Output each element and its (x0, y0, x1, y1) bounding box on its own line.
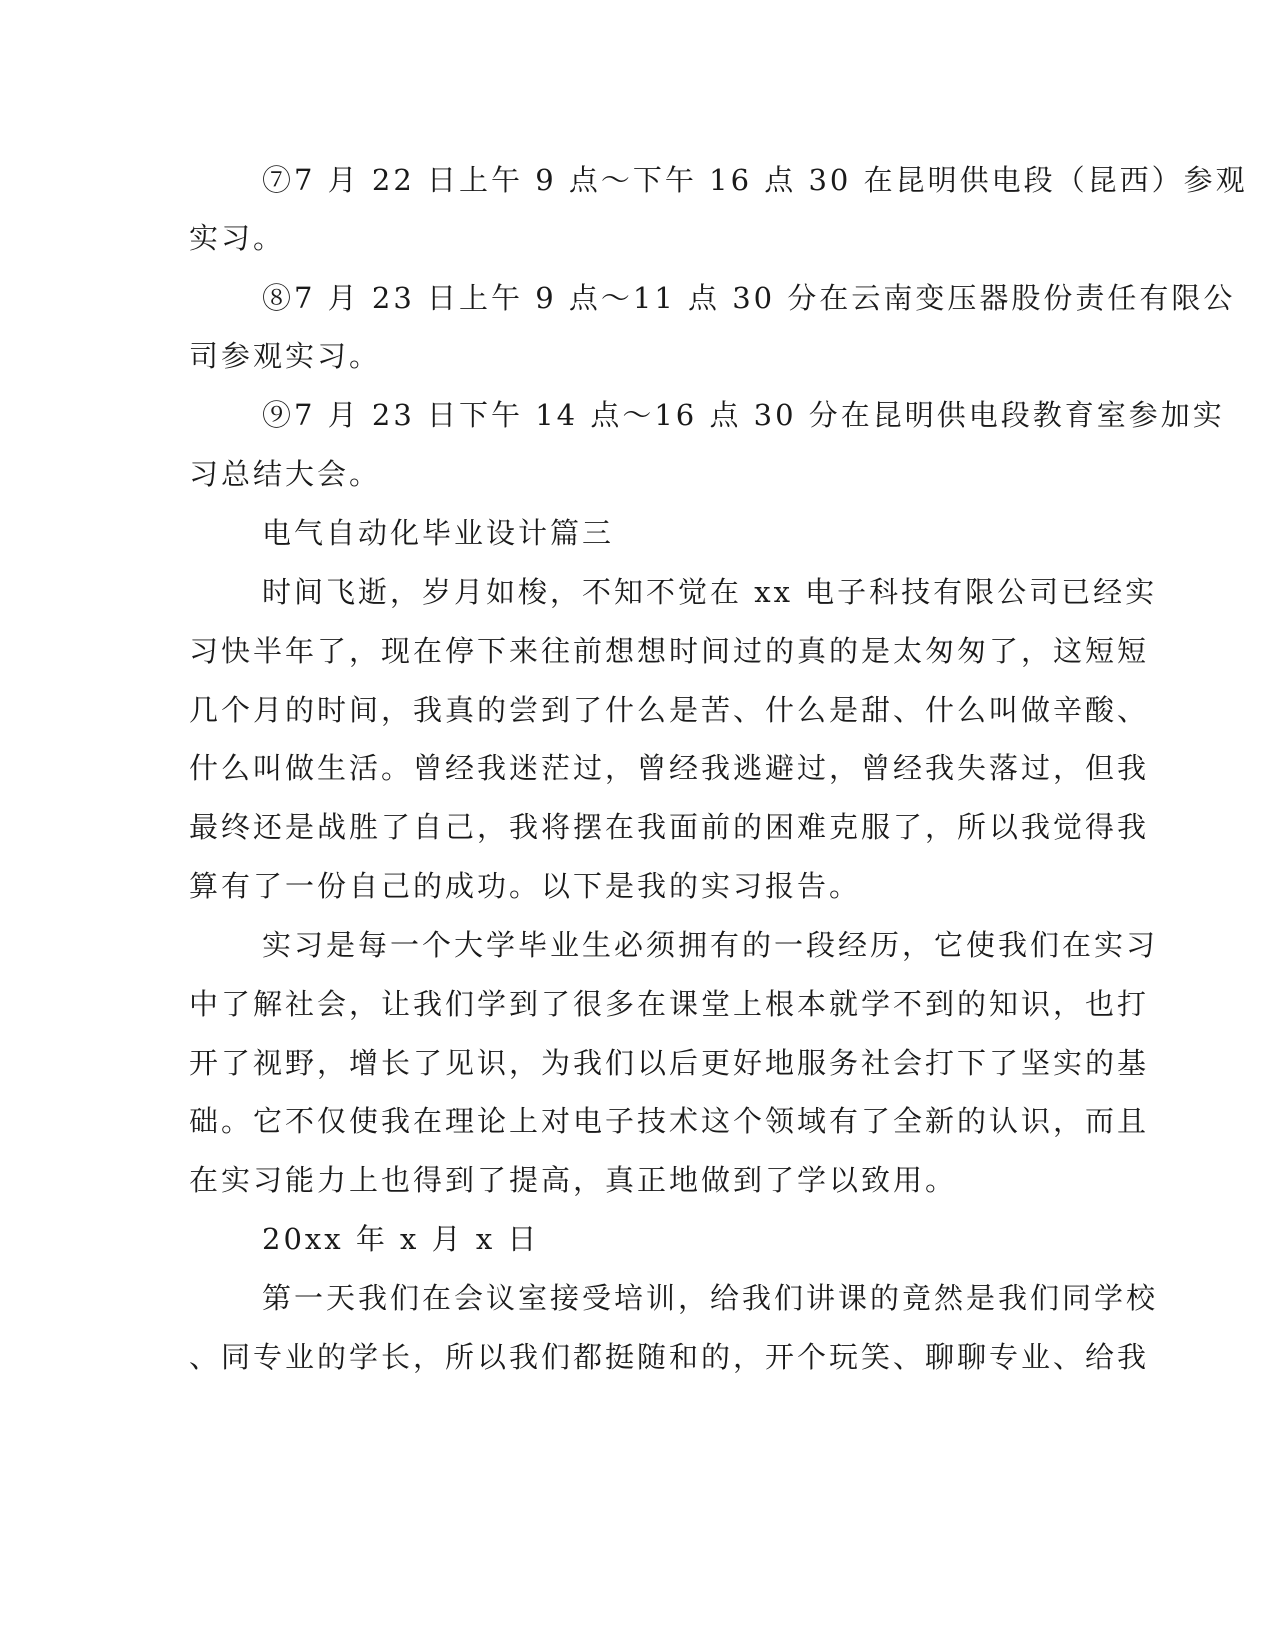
paragraph-3-line-2: 、同专业的学长，所以我们都挺随和的，开个玩笑、聊聊专业、给我 (189, 1340, 1150, 1374)
paragraph-1-line-6: 算有了一份自己的成功。以下是我的实习报告。 (189, 869, 862, 903)
paragraph-2-line-5: 在实习能力上也得到了提高，真正地做到了学以致用。 (189, 1163, 958, 1197)
paragraph-3-line-1: 第一天我们在会议室接受培训，给我们讲课的竟然是我们同学校 (262, 1281, 1159, 1315)
paragraph-item-8-line-2: 司参观实习。 (189, 339, 382, 373)
paragraph-item-7-line-2: 实习。 (189, 221, 286, 255)
paragraph-1-line-3: 几个月的时间，我真的尝到了什么是苦、什么是甜、什么叫做辛酸、 (189, 693, 1150, 727)
paragraph-item-9-line-1: ⑨7 月 23 日下午 14 点～16 点 30 分在昆明供电段教育室参加实 (262, 398, 1225, 432)
paragraph-item-9-line-2: 习总结大会。 (189, 457, 382, 491)
paragraph-2-line-1: 实习是每一个大学毕业生必须拥有的一段经历，它使我们在实习 (262, 928, 1159, 962)
paragraph-1-line-1: 时间飞逝，岁月如梭，不知不觉在 xx 电子科技有限公司已经实 (262, 575, 1158, 609)
paragraph-2-line-4: 础。它不仅使我在理论上对电子技术这个领域有了全新的认识，而且 (189, 1104, 1150, 1138)
paragraph-2-line-2: 中了解社会，让我们学到了很多在课堂上根本就学不到的知识，也打 (189, 987, 1150, 1021)
paragraph-1-line-2: 习快半年了，现在停下来往前想想时间过的真的是太匆匆了，这短短 (189, 634, 1150, 668)
date-line: 20xx 年 x 月 x 日 (262, 1222, 540, 1256)
section-heading: 电气自动化毕业设计篇三 (262, 516, 615, 550)
paragraph-item-8-line-1: ⑧7 月 23 日上午 9 点～11 点 30 分在云南变压器股份责任有限公 (262, 281, 1236, 315)
paragraph-item-7-line-1: ⑦7 月 22 日上午 9 点～下午 16 点 30 在昆明供电段（昆西）参观 (262, 163, 1248, 197)
paragraph-2-line-3: 开了视野，增长了见识，为我们以后更好地服务社会打下了坚实的基 (189, 1046, 1150, 1080)
paragraph-1-line-4: 什么叫做生活。曾经我迷茫过，曾经我逃避过，曾经我失落过，但我 (189, 751, 1150, 785)
paragraph-1-line-5: 最终还是战胜了自己，我将摆在我面前的困难克服了，所以我觉得我 (189, 810, 1150, 844)
